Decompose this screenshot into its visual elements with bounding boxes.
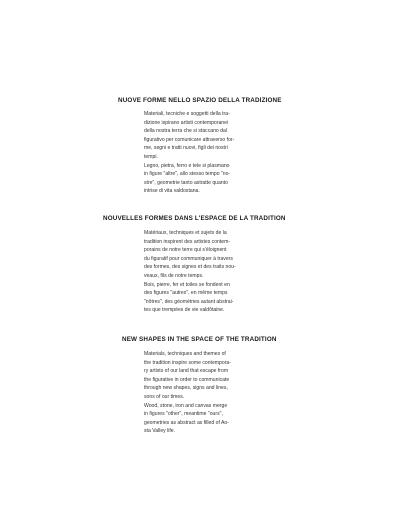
body-line: tradition inspirent des artistes contem- xyxy=(144,238,231,245)
body-line: ry artists of our land that escape from xyxy=(144,368,229,375)
body-line: della nostra terra che si staccano dal xyxy=(144,128,227,135)
body-line: sons of our times. xyxy=(144,393,185,400)
body-line: geometries as abstract as filled of Ao- xyxy=(144,419,229,426)
body-line: through new shapes, signs and lines, xyxy=(144,385,228,392)
section-heading: NEW SHAPES IN THE SPACE OF THE TRADITION xyxy=(122,336,277,343)
section-body xyxy=(144,350,266,436)
body-line: the figurative in order to communicate xyxy=(144,376,230,383)
body-line: Wood, stone, iron and canvas merge xyxy=(144,402,228,409)
body-line: Materiali, tecniche e soggetti della tra- xyxy=(144,111,230,117)
body-line: des formes, des signes et des traits nou- xyxy=(144,264,236,271)
body-line: me, segni e tratti nuovi, figli dei nostri xyxy=(144,145,228,152)
body-line: Bois, pierre, fer et toiles se fondent en xyxy=(144,281,230,288)
body-line: in figures "other", meantime "ours", xyxy=(144,411,223,418)
body-line: figurativo per comunicare attraverso for- xyxy=(144,136,235,143)
body-line: Legno, pietra, ferro e tele si plasmano xyxy=(144,162,230,169)
body-line: sta Valley life. xyxy=(144,428,176,435)
body-line: des figures "autres", en même temps xyxy=(144,290,228,297)
body-line: intrise di vita valdostana. xyxy=(144,188,200,195)
body-line: stre", geometrie tanto astratte quanto xyxy=(144,179,228,186)
section-body xyxy=(144,229,266,315)
section-heading: NOUVELLES FORMES DANS L'ESPACE DE LA TRADITION xyxy=(103,215,286,222)
body-line: "nôtres", des géométries autant abstrai- xyxy=(144,298,234,305)
body-line: veaux, fils de notre temps. xyxy=(144,272,204,279)
body-line: Matériaux, techniques et sujets de la xyxy=(144,230,227,236)
body-line: tempi. xyxy=(144,153,158,160)
body-line: du figuratif pour communiquer à travers xyxy=(144,255,233,262)
body-line: Materials, techniques and themes of xyxy=(144,351,226,357)
section-body xyxy=(144,110,266,196)
body-line: in figure "altre", allo stesso tempo "no- xyxy=(144,171,231,178)
body-line: porains de notre terre qui s'éloignent xyxy=(144,247,227,254)
body-line: dizione ispirano artisti contemporanei xyxy=(144,119,229,126)
body-line: the tradition inspire some contempora- xyxy=(144,359,231,366)
body-line: tes que trempées de vie valdôtaine. xyxy=(144,307,225,314)
section-heading: NUOVE FORME NELLO SPAZIO DELLA TRADIZIONE xyxy=(118,97,282,104)
